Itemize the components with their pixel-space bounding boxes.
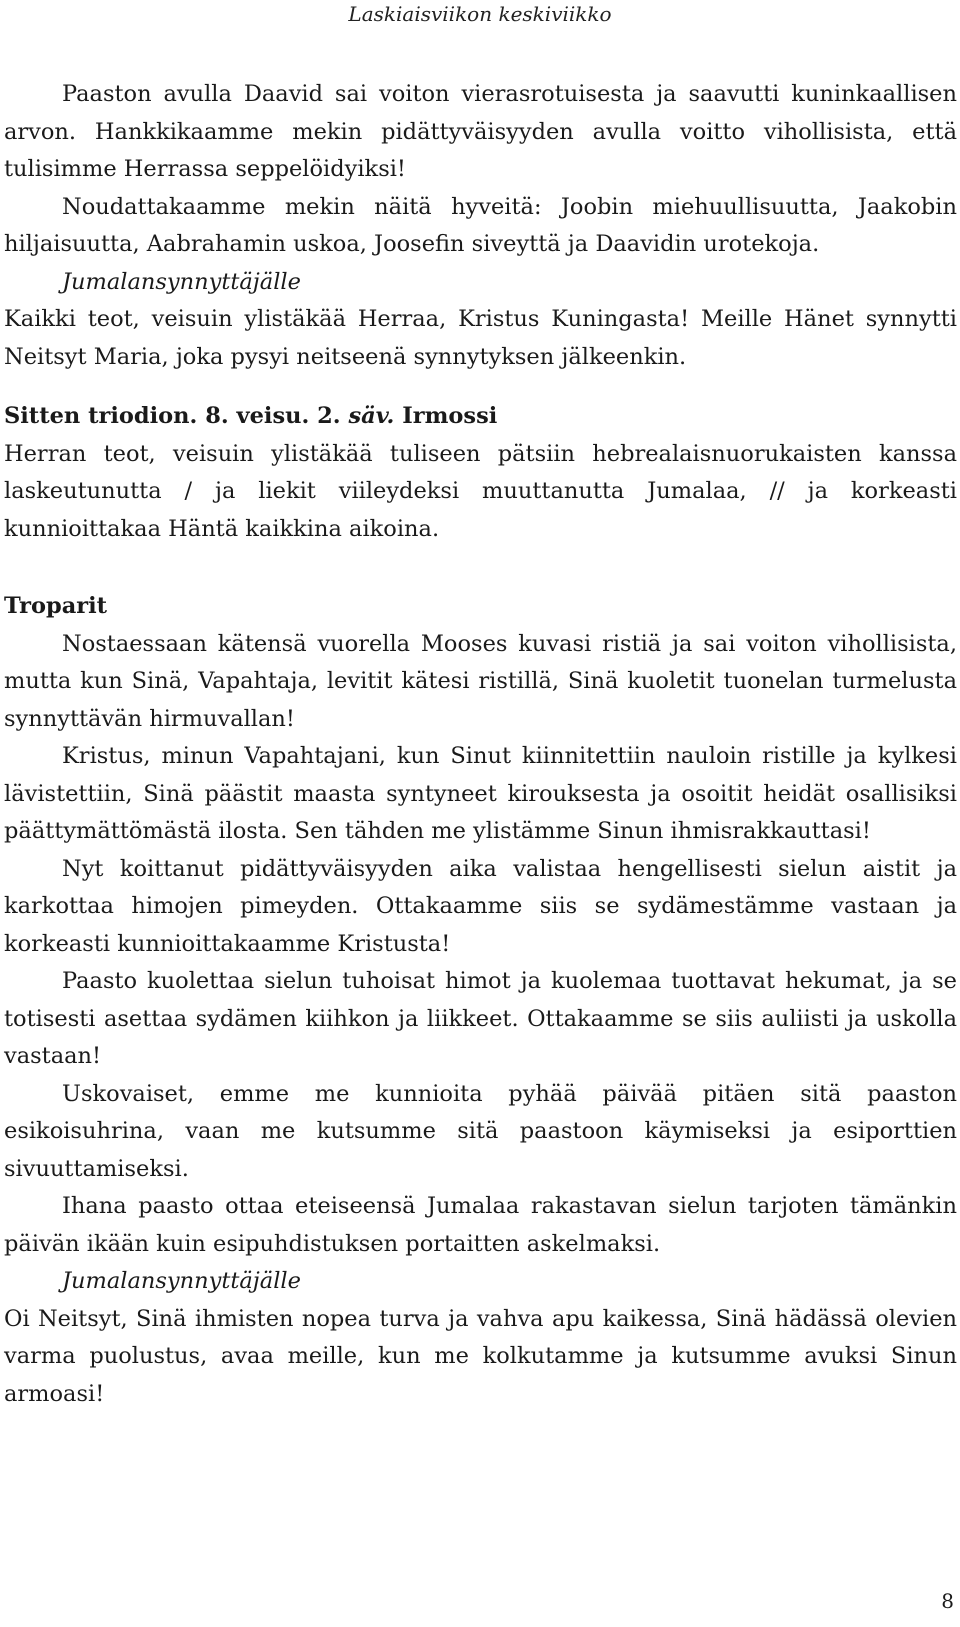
rubric-theotokion-2: Jumalansynnyttäjälle <box>62 1268 301 1294</box>
irmos-text: Herran teot, veisuin ylistäkää tuliseen pätsiin hebrealaisnuorukaisten kanssa laskeutunutta / ja liekit viileydeksi muuttanutta Jumalaa, // ja korkeasti kunnioittakaa Häntä kaikkina aikoina. <box>4 440 957 542</box>
troparion-2: Kristus, minun Vapahtajani, kun Sinut kiinnitettiin nauloin ristille ja kylkesi lävistettiin, Sinä päästit maasta syntyneet kirouksesta ja osoitit heidät osallisiksi päättymättömästä ilosta. Sen tähden me ylistämme Sinun ihmisrakkauttasi! <box>4 743 957 844</box>
theotokion-1: Kaikki teot, veisuin ylistäkää Herraa, Kristus Kuningasta! Meille Hänet synnytti Neitsyt Maria, joka pysyi neitseenä synnytyksen jälkeenkin. <box>4 306 957 370</box>
troparion-3: Nyt koittanut pidättyväisyyden aika valistaa hengellisesti sielun aistit ja karkottaa himojen pimeyden. Ottakaamme siis se sydämestämme vastaan ja korkeasti kunnioittakaamme Kristusta! <box>4 855 957 957</box>
troparion-6: Ihana paasto ottaa eteiseensä Jumalaa rakastavan sielun tarjoten tämänkin päivän ikään kuin esipuhdistuksen portaitten askelmaksi. <box>4 1193 957 1257</box>
theotokion-2: Oi Neitsyt, Sinä ihmisten nopea turva ja vahva apu kaikessa, Sinä hädässä olevien varma puolustus, avaa meille, kun me kolkutamme ja kutsumme avuksi Sinun armoasi! <box>4 1305 957 1407</box>
heading-troparit: Troparit <box>4 593 108 619</box>
heading-triodion <box>4 398 957 436</box>
document-body <box>4 76 957 1413</box>
heading-triodion-part-a: Sitten triodion. 8. veisu. 2. <box>4 403 341 429</box>
intro-paragraph-1: Paaston avulla Daavid sai voiton vierasrotuisesta ja saavutti kuninkaallisen arvon. Hankkikaamme mekin pidättyväisyyden avulla voitto vihollisista, että tulisimme Herrassa seppelöidyiksi! <box>4 81 957 182</box>
troparion-1: Nostaessaan kätensä vuorella Mooses kuvasi ristiä ja sai voiton vihollisista, mutta kun Sinä, Vapahtaja, levitit kätesi ristillä, Sinä kuoletit tuonelan turmelusta synnyttävän hirmuvallan! <box>4 630 957 732</box>
page-number: 8 <box>941 1589 954 1613</box>
intro-paragraph-2: Noudattakaamme mekin näitä hyveitä: Joobin miehuullisuutta, Jaakobin hiljaisuutta, Aabrahamin uskoa, Joosefin siveyttä ja Daavidin urotekoja. <box>4 193 957 257</box>
troparion-4: Paasto kuolettaa sielun tuhoisat himot ja kuolemaa tuottavat hekumat, ja se totisesti asettaa sydämen kiihkon ja liikkeet. Ottakaamme se siis auliisti ja uskolla vastaan! <box>4 968 957 1069</box>
rubric-theotokion-1: Jumalansynnyttäjälle <box>62 268 301 295</box>
running-header: Laskiaisviikon keskiviikko <box>348 2 612 26</box>
heading-triodion-part-b: Irmossi <box>402 403 498 429</box>
heading-triodion-sav: säv. <box>348 403 395 429</box>
troparion-5: Uskovaiset, emme me kunnioita pyhää päivää pitäen sitä paaston esikoisuhrina, vaan me kutsumme sitä paastoon käymiseksi ja esiporttien sivuuttamiseksi. <box>4 1080 957 1182</box>
